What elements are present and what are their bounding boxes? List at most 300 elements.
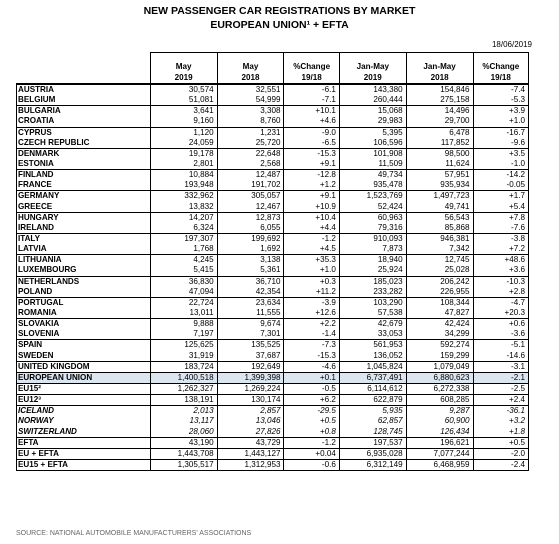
table-row xyxy=(17,170,529,181)
cell-value: 42,424 xyxy=(406,319,473,330)
table-row xyxy=(17,255,529,266)
cell-value: 47,827 xyxy=(406,308,473,319)
cell-value: 9,674 xyxy=(217,319,284,330)
cell-value: -3.9 xyxy=(284,297,339,308)
market-name: CROATIA xyxy=(17,116,151,127)
cell-value: 5,361 xyxy=(217,265,284,276)
cell-value: 8,760 xyxy=(217,116,284,127)
table-row xyxy=(17,233,529,244)
column-header xyxy=(217,53,284,85)
cell-value: 226,955 xyxy=(406,287,473,298)
table-row xyxy=(17,212,529,223)
cell-value: 79,316 xyxy=(339,223,406,234)
cell-value: 9,888 xyxy=(150,319,217,330)
cell-value: 3,641 xyxy=(150,106,217,117)
cell-value: +4.5 xyxy=(284,244,339,255)
market-name: LITHUANIA xyxy=(17,255,151,266)
cell-value: 6,324 xyxy=(150,223,217,234)
cell-value: -9.6 xyxy=(473,138,528,149)
table-row xyxy=(17,265,529,276)
market-name: GERMANY xyxy=(17,191,151,202)
cell-value: 32,551 xyxy=(217,84,284,95)
table-row xyxy=(17,372,529,383)
column-header-line: %Change xyxy=(293,62,331,71)
table-row xyxy=(17,351,529,362)
cell-value: -36.1 xyxy=(473,406,528,417)
cell-value: 6,478 xyxy=(406,127,473,138)
cell-value: 11,555 xyxy=(217,308,284,319)
cell-value: 6,935,028 xyxy=(339,448,406,459)
cell-value: 56,543 xyxy=(406,212,473,223)
cell-value: 54,999 xyxy=(217,95,284,106)
cell-value: 622,879 xyxy=(339,395,406,406)
cell-value: 935,934 xyxy=(406,180,473,191)
cell-value: 27,826 xyxy=(217,427,284,438)
cell-value: -7.3 xyxy=(284,340,339,351)
cell-value: 24,059 xyxy=(150,138,217,149)
cell-value: 275,158 xyxy=(406,95,473,106)
cell-value: -15.3 xyxy=(284,148,339,159)
cell-value: 36,710 xyxy=(217,276,284,287)
cell-value: 9,287 xyxy=(406,406,473,417)
cell-value: +3.5 xyxy=(473,148,528,159)
cell-value: 25,720 xyxy=(217,138,284,149)
cell-value: 138,191 xyxy=(150,395,217,406)
cell-value: 29,983 xyxy=(339,116,406,127)
cell-value: 1,045,824 xyxy=(339,361,406,372)
market-name: BULGARIA xyxy=(17,106,151,117)
cell-value: 2,013 xyxy=(150,406,217,417)
table-row xyxy=(17,148,529,159)
cell-value: 25,028 xyxy=(406,265,473,276)
cell-value: 183,724 xyxy=(150,361,217,372)
cell-value: 260,444 xyxy=(339,95,406,106)
market-name: ROMANIA xyxy=(17,308,151,319)
cell-value: 128,745 xyxy=(339,427,406,438)
cell-value: -29.5 xyxy=(284,406,339,417)
cell-value: +0.3 xyxy=(284,276,339,287)
cell-value: +1.0 xyxy=(473,116,528,127)
table-row xyxy=(17,223,529,234)
column-header-line: Jan-May xyxy=(423,62,456,71)
cell-value: 106,596 xyxy=(339,138,406,149)
cell-value: 10,884 xyxy=(150,170,217,181)
table-row xyxy=(17,287,529,298)
table-row xyxy=(17,308,529,319)
column-header-line: 19/18 xyxy=(301,73,322,82)
market-name: EFTA xyxy=(17,437,151,448)
cell-value: 126,434 xyxy=(406,427,473,438)
cell-value: 22,724 xyxy=(150,297,217,308)
cell-value: 12,467 xyxy=(217,202,284,213)
table-row xyxy=(17,138,529,149)
cell-value: 60,963 xyxy=(339,212,406,223)
cell-value: 6,880,623 xyxy=(406,372,473,383)
cell-value: 19,178 xyxy=(150,148,217,159)
cell-value: 206,242 xyxy=(406,276,473,287)
market-name: EUROPEAN UNION xyxy=(17,372,151,383)
market-name: FINLAND xyxy=(17,170,151,181)
cell-value: 22,648 xyxy=(217,148,284,159)
cell-value: 5,395 xyxy=(339,127,406,138)
column-header xyxy=(284,53,339,85)
cell-value: +7.8 xyxy=(473,212,528,223)
cell-value: 1,443,127 xyxy=(217,448,284,459)
cell-value: 1,079,049 xyxy=(406,361,473,372)
cell-value: 6,312,149 xyxy=(339,459,406,470)
table-row xyxy=(17,297,529,308)
cell-value: -4.7 xyxy=(473,297,528,308)
cell-value: 197,537 xyxy=(339,437,406,448)
cell-value: -7.1 xyxy=(284,95,339,106)
cell-value: 29,700 xyxy=(406,116,473,127)
cell-value: 7,342 xyxy=(406,244,473,255)
cell-value: -9.0 xyxy=(284,127,339,138)
cell-value: -4.6 xyxy=(284,361,339,372)
cell-value: 592,274 xyxy=(406,340,473,351)
cell-value: 42,354 xyxy=(217,287,284,298)
table-row xyxy=(17,427,529,438)
cell-value: +1.0 xyxy=(284,265,339,276)
cell-value: +5.4 xyxy=(473,202,528,213)
cell-value: 7,077,244 xyxy=(406,448,473,459)
cell-value: -5.3 xyxy=(473,95,528,106)
cell-value: 1,262,327 xyxy=(150,383,217,394)
table-body xyxy=(17,84,529,471)
cell-value: -15.3 xyxy=(284,351,339,362)
cell-value: 62,857 xyxy=(339,416,406,426)
cell-value: 1,399,398 xyxy=(217,372,284,383)
cell-value: 37,687 xyxy=(217,351,284,362)
market-name: UNITED KINGDOM xyxy=(17,361,151,372)
cell-value: 117,852 xyxy=(406,138,473,149)
cell-value: -10.3 xyxy=(473,276,528,287)
cell-value: 1,523,769 xyxy=(339,191,406,202)
cell-value: 49,734 xyxy=(339,170,406,181)
cell-value: 12,745 xyxy=(406,255,473,266)
cell-value: 935,478 xyxy=(339,180,406,191)
cell-value: 108,344 xyxy=(406,297,473,308)
cell-value: -2.0 xyxy=(473,448,528,459)
table-row xyxy=(17,340,529,351)
cell-value: 7,873 xyxy=(339,244,406,255)
market-name: CZECH REPUBLIC xyxy=(17,138,151,149)
cell-value: 191,702 xyxy=(217,180,284,191)
cell-value: 199,692 xyxy=(217,233,284,244)
table-row xyxy=(17,244,529,255)
market-name: NORWAY xyxy=(17,416,151,426)
cell-value: 608,285 xyxy=(406,395,473,406)
table-row xyxy=(17,395,529,406)
market-name: ESTONIA xyxy=(17,159,151,170)
cell-value: 143,380 xyxy=(339,84,406,95)
cell-value: 103,290 xyxy=(339,297,406,308)
table-row xyxy=(17,84,529,95)
cell-value: 57,951 xyxy=(406,170,473,181)
table-row xyxy=(17,106,529,117)
cell-value: -1.0 xyxy=(473,159,528,170)
cell-value: 43,729 xyxy=(217,437,284,448)
cell-value: 85,868 xyxy=(406,223,473,234)
cell-value: +9.1 xyxy=(284,191,339,202)
market-name: EU15² xyxy=(17,383,151,394)
cell-value: +10.9 xyxy=(284,202,339,213)
column-header-line: 2018 xyxy=(241,73,260,82)
market-name: SWEDEN xyxy=(17,351,151,362)
cell-value: 3,308 xyxy=(217,106,284,117)
column-header-line: May xyxy=(175,62,192,71)
cell-value: 31,919 xyxy=(150,351,217,362)
table-row xyxy=(17,361,529,372)
cell-value: 6,468,959 xyxy=(406,459,473,470)
column-header-line: 2019 xyxy=(174,73,193,82)
cell-value: 33,053 xyxy=(339,329,406,340)
cell-value: +35.3 xyxy=(284,255,339,266)
source-note: SOURCE: NATIONAL AUTOMOBILE MANUFACTURERS' ASSOCIATIONS xyxy=(16,530,252,537)
cell-value: -0.5 xyxy=(284,383,339,394)
cell-value: 14,207 xyxy=(150,212,217,223)
cell-value: 6,055 xyxy=(217,223,284,234)
cell-value: -1.2 xyxy=(284,233,339,244)
table-row xyxy=(17,459,529,470)
table-row xyxy=(17,437,529,448)
cell-value: 47,094 xyxy=(150,287,217,298)
report-date: 18/06/2019 xyxy=(491,40,532,49)
cell-value: +1.8 xyxy=(473,427,528,438)
market-name: EU15 + EFTA xyxy=(17,459,151,470)
cell-value: 36,830 xyxy=(150,276,217,287)
cell-value: 2,801 xyxy=(150,159,217,170)
cell-value: -3.1 xyxy=(473,361,528,372)
cell-value: 13,011 xyxy=(150,308,217,319)
column-header xyxy=(150,53,217,85)
column-header-line: Jan-May xyxy=(356,62,389,71)
table-row xyxy=(17,116,529,127)
cell-value: 1,312,953 xyxy=(217,459,284,470)
cell-value: 197,307 xyxy=(150,233,217,244)
cell-value: 12,873 xyxy=(217,212,284,223)
cell-value: 23,634 xyxy=(217,297,284,308)
cell-value: -1.2 xyxy=(284,437,339,448)
table-row xyxy=(17,180,529,191)
market-name: LUXEMBOURG xyxy=(17,265,151,276)
column-header xyxy=(406,53,473,85)
cell-value: 25,924 xyxy=(339,265,406,276)
cell-value: 561,953 xyxy=(339,340,406,351)
cell-value: 1,443,708 xyxy=(150,448,217,459)
cell-value: 1,497,723 xyxy=(406,191,473,202)
cell-value: +0.6 xyxy=(473,319,528,330)
market-name: PORTUGAL xyxy=(17,297,151,308)
cell-value: +3.2 xyxy=(473,416,528,426)
cell-value: +2.8 xyxy=(473,287,528,298)
cell-value: 11,624 xyxy=(406,159,473,170)
market-name: AUSTRIA xyxy=(17,84,151,95)
cell-value: 7,301 xyxy=(217,329,284,340)
cell-value: +1.2 xyxy=(284,180,339,191)
cell-value: +6.2 xyxy=(284,395,339,406)
cell-value: +0.1 xyxy=(284,372,339,383)
cell-value: +3.9 xyxy=(473,106,528,117)
cell-value: 233,282 xyxy=(339,287,406,298)
cell-value: 60,900 xyxy=(406,416,473,426)
cell-value: -14.2 xyxy=(473,170,528,181)
market-name: NETHERLANDS xyxy=(17,276,151,287)
table-row xyxy=(17,159,529,170)
market-name: SLOVENIA xyxy=(17,329,151,340)
report-title: NEW PASSENGER CAR REGISTRATIONS BY MARKET xyxy=(143,5,416,17)
table-row xyxy=(17,383,529,394)
cell-value: -0.6 xyxy=(284,459,339,470)
market-name: DENMARK xyxy=(17,148,151,159)
column-header-line: 2019 xyxy=(363,73,382,82)
market-name: ITALY xyxy=(17,233,151,244)
cell-value: 28,060 xyxy=(150,427,217,438)
column-header xyxy=(473,53,528,85)
cell-value: -1.4 xyxy=(284,329,339,340)
cell-value: 15,068 xyxy=(339,106,406,117)
cell-value: +3.6 xyxy=(473,265,528,276)
cell-value: -2.4 xyxy=(473,459,528,470)
cell-value: 6,272,338 xyxy=(406,383,473,394)
cell-value: 5,935 xyxy=(339,406,406,417)
cell-value: +2.4 xyxy=(473,395,528,406)
market-name: SWITZERLAND xyxy=(17,427,151,438)
report-subtitle: EUROPEAN UNION¹ + EFTA xyxy=(210,19,349,31)
cell-value: 910,093 xyxy=(339,233,406,244)
cell-value: -12.8 xyxy=(284,170,339,181)
cell-value: 125,625 xyxy=(150,340,217,351)
cell-value: 13,046 xyxy=(217,416,284,426)
cell-value: 1,400,518 xyxy=(150,372,217,383)
cell-value: 49,741 xyxy=(406,202,473,213)
cell-value: -6.5 xyxy=(284,138,339,149)
cell-value: +11.2 xyxy=(284,287,339,298)
cell-value: 14,496 xyxy=(406,106,473,117)
cell-value: 7,197 xyxy=(150,329,217,340)
market-name: EU + EFTA xyxy=(17,448,151,459)
market-name: CYPRUS xyxy=(17,127,151,138)
table-row xyxy=(17,202,529,213)
market-name: GREECE xyxy=(17,202,151,213)
table-row xyxy=(17,276,529,287)
cell-value: 2,857 xyxy=(217,406,284,417)
column-header-line: May xyxy=(242,62,259,71)
cell-value: 52,424 xyxy=(339,202,406,213)
cell-value: 12,487 xyxy=(217,170,284,181)
cell-value: -14.6 xyxy=(473,351,528,362)
cell-value: 43,190 xyxy=(150,437,217,448)
market-name: IRELAND xyxy=(17,223,151,234)
cell-value: 18,940 xyxy=(339,255,406,266)
market-name: EU12³ xyxy=(17,395,151,406)
table-row xyxy=(17,416,529,426)
cell-value: -5.1 xyxy=(473,340,528,351)
cell-value: -6.1 xyxy=(284,84,339,95)
table-header-row xyxy=(17,53,529,85)
cell-value: -2.1 xyxy=(473,372,528,383)
cell-value: +2.2 xyxy=(284,319,339,330)
market-name: LATVIA xyxy=(17,244,151,255)
cell-value: 2,568 xyxy=(217,159,284,170)
cell-value: +0.5 xyxy=(473,437,528,448)
cell-value: 101,908 xyxy=(339,148,406,159)
cell-value: -7.6 xyxy=(473,223,528,234)
cell-value: 42,679 xyxy=(339,319,406,330)
cell-value: 159,299 xyxy=(406,351,473,362)
cell-value: 1,269,224 xyxy=(217,383,284,394)
column-header-line: 2018 xyxy=(430,73,449,82)
column-header xyxy=(339,53,406,85)
cell-value: +10.4 xyxy=(284,212,339,223)
header-blank xyxy=(17,53,151,85)
cell-value: -0.05 xyxy=(473,180,528,191)
cell-value: -2.5 xyxy=(473,383,528,394)
cell-value: 185,023 xyxy=(339,276,406,287)
column-header-line: %Change xyxy=(482,62,520,71)
cell-value: 196,621 xyxy=(406,437,473,448)
cell-value: 9,160 xyxy=(150,116,217,127)
cell-value: 5,415 xyxy=(150,265,217,276)
cell-value: 154,846 xyxy=(406,84,473,95)
cell-value: 51,081 xyxy=(150,95,217,106)
cell-value: +9.1 xyxy=(284,159,339,170)
cell-value: 1,692 xyxy=(217,244,284,255)
market-name: ICELAND xyxy=(17,406,151,417)
table-row xyxy=(17,406,529,417)
cell-value: -3.6 xyxy=(473,329,528,340)
cell-value: +0.5 xyxy=(284,416,339,426)
cell-value: +10.1 xyxy=(284,106,339,117)
market-name: POLAND xyxy=(17,287,151,298)
cell-value: +0.04 xyxy=(284,448,339,459)
column-header-line: 19/18 xyxy=(490,73,511,82)
cell-value: 30,574 xyxy=(150,84,217,95)
cell-value: 6,737,491 xyxy=(339,372,406,383)
cell-value: -16.7 xyxy=(473,127,528,138)
cell-value: 11,509 xyxy=(339,159,406,170)
cell-value: +0.8 xyxy=(284,427,339,438)
cell-value: 1,231 xyxy=(217,127,284,138)
table-row xyxy=(17,95,529,106)
table-row xyxy=(17,191,529,202)
cell-value: 1,305,517 xyxy=(150,459,217,470)
cell-value: 305,057 xyxy=(217,191,284,202)
table-row xyxy=(17,319,529,330)
cell-value: 13,832 xyxy=(150,202,217,213)
cell-value: 1,768 xyxy=(150,244,217,255)
market-name: BELGIUM xyxy=(17,95,151,106)
cell-value: +4.6 xyxy=(284,116,339,127)
cell-value: 332,962 xyxy=(150,191,217,202)
cell-value: +20.3 xyxy=(473,308,528,319)
market-name: HUNGARY xyxy=(17,212,151,223)
cell-value: 13,117 xyxy=(150,416,217,426)
cell-value: +1.7 xyxy=(473,191,528,202)
cell-value: +12.6 xyxy=(284,308,339,319)
registrations-table xyxy=(16,52,529,471)
cell-value: 6,114,612 xyxy=(339,383,406,394)
cell-value: 4,245 xyxy=(150,255,217,266)
cell-value: 946,381 xyxy=(406,233,473,244)
cell-value: +48.6 xyxy=(473,255,528,266)
table-row xyxy=(17,127,529,138)
table-row xyxy=(17,448,529,459)
cell-value: 130,174 xyxy=(217,395,284,406)
cell-value: 98,500 xyxy=(406,148,473,159)
market-name: SPAIN xyxy=(17,340,151,351)
cell-value: 57,538 xyxy=(339,308,406,319)
